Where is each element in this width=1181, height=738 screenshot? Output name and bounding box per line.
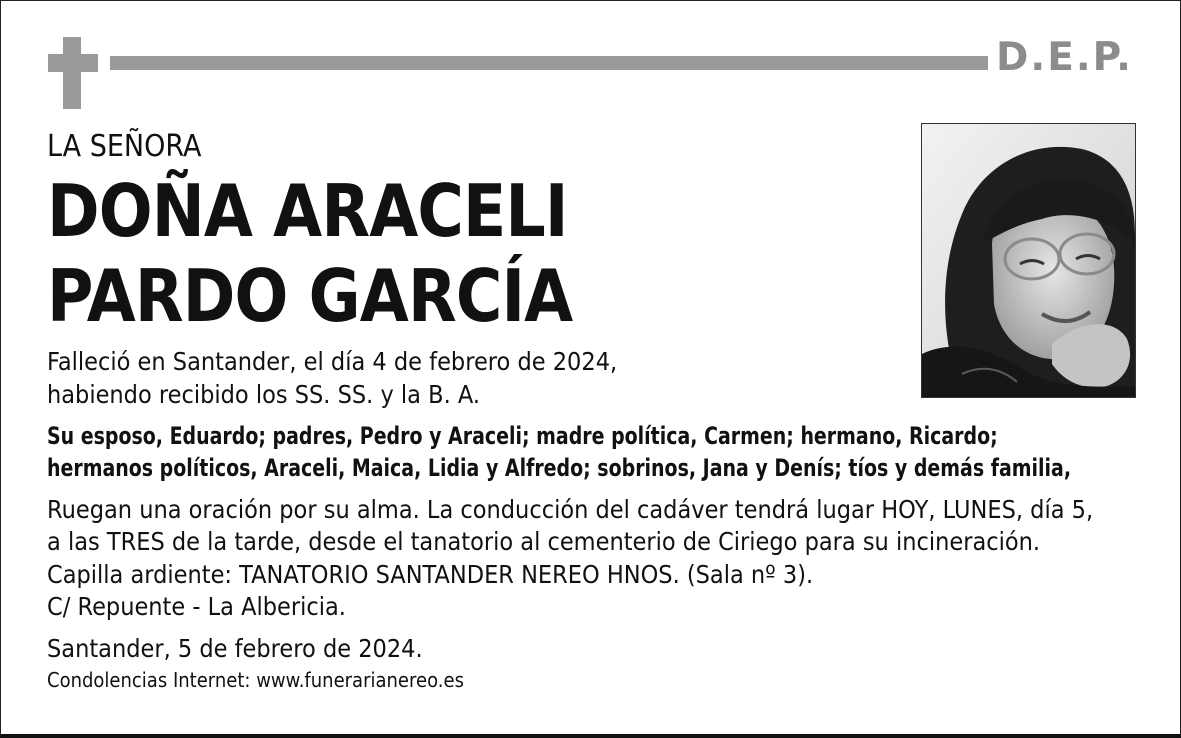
death-info-line2: habiendo recibido los SS. SS. y la B. A.: [47, 380, 481, 409]
deceased-name-line2: PARDO GARCÍA: [47, 254, 573, 338]
ceremony-line2: a las TRES de la tarde, desde el tanatorio al cementerio de Ciriego para su incineración.: [47, 527, 1041, 556]
family-line1: Su esposo, Eduardo; padres, Pedro y Araceli; madre política, Carmen; hermano, Ricardo;: [47, 422, 998, 450]
deceased-name-line1: DOÑA ARACELI: [47, 169, 568, 253]
header-rule: [110, 56, 988, 70]
family-line2: hermanos políticos, Araceli, Maica, Lidia y Alfredo; sobrinos, Jana y Denís; tíos y demás familia,: [47, 454, 1072, 482]
dep-heading: D.E.P.: [996, 35, 1133, 80]
ceremony-line3: Capilla ardiente: TANATORIO SANTANDER NEREO HNOS. (Sala nº 3).: [47, 560, 814, 589]
condolences-website: Condolencias Internet: www.funerarianereo.es: [47, 668, 464, 692]
cross-icon: [63, 37, 81, 109]
place-date: Santander, 5 de febrero de 2024.: [47, 634, 423, 663]
ceremony-line1: Ruegan una oración por su alma. La conducción del cadáver tendrá lugar HOY, LUNES, día 5,: [47, 495, 1094, 524]
title-label: LA SEÑORA: [47, 129, 202, 164]
death-info-line1: Falleció en Santander, el día 4 de febrero de 2024,: [47, 347, 618, 376]
ceremony-line4: C/ Repuente - La Albericia.: [47, 592, 346, 621]
deceased-photo: [921, 123, 1136, 398]
cross-icon-bar: [48, 54, 98, 72]
